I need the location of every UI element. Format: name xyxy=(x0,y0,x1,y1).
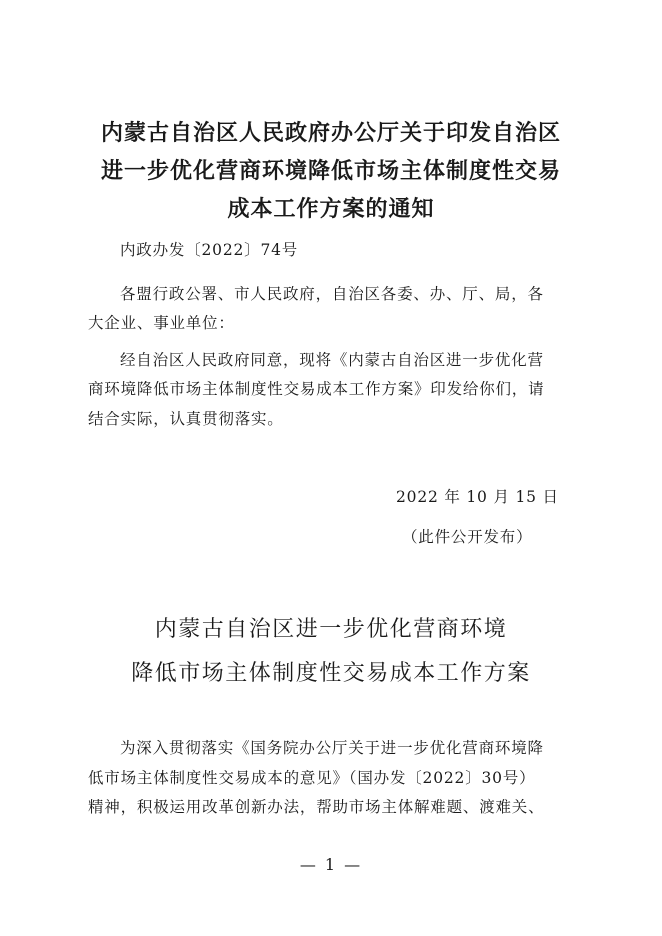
doc-number: 内政办发〔2022〕74号 xyxy=(120,241,299,259)
recipients-line-2: 大企业、事业单位： xyxy=(88,314,235,332)
publish-note: （此件公开发布） xyxy=(402,528,533,546)
plan-body-line-2: 低市场主体制度性交易成本的意见》（国办发〔2022〕30号） xyxy=(88,769,536,787)
plan-body-line-3: 精神，积极运用改革创新办法，帮助市场主体解难题、渡难关、 xyxy=(88,798,545,816)
notice-body-line-3: 结合实际，认真贯彻落实。 xyxy=(88,410,284,428)
recipients-line-1: 各盟行政公署、市人民政府，自治区各委、办、厅、局，各 xyxy=(120,285,544,303)
notice-title-line-1: 内蒙古自治区人民政府办公厅关于印发自治区 xyxy=(100,120,561,146)
plan-body-line-1: 为深入贯彻落实《国务院办公厅关于进一步优化营商环境降 xyxy=(120,739,544,757)
notice-body-line-1: 经自治区人民政府同意，现将《内蒙古自治区进一步优化营 xyxy=(120,351,544,369)
plan-title-line-2: 降低市场主体制度性交易成本工作方案 xyxy=(131,661,531,686)
notice-date: 2022 年 10 月 15 日 xyxy=(396,488,559,506)
plan-title-line-1: 内蒙古自治区进一步优化营商环境 xyxy=(154,617,508,642)
notice-body-line-2: 商环境降低市场主体制度性交易成本工作方案》印发给你们，请 xyxy=(88,380,545,398)
notice-title-line-2: 进一步优化营商环境降低市场主体制度性交易 xyxy=(100,158,561,184)
page-number: — 1 — xyxy=(299,855,363,874)
notice-title-line-3: 成本工作方案的通知 xyxy=(227,196,435,222)
